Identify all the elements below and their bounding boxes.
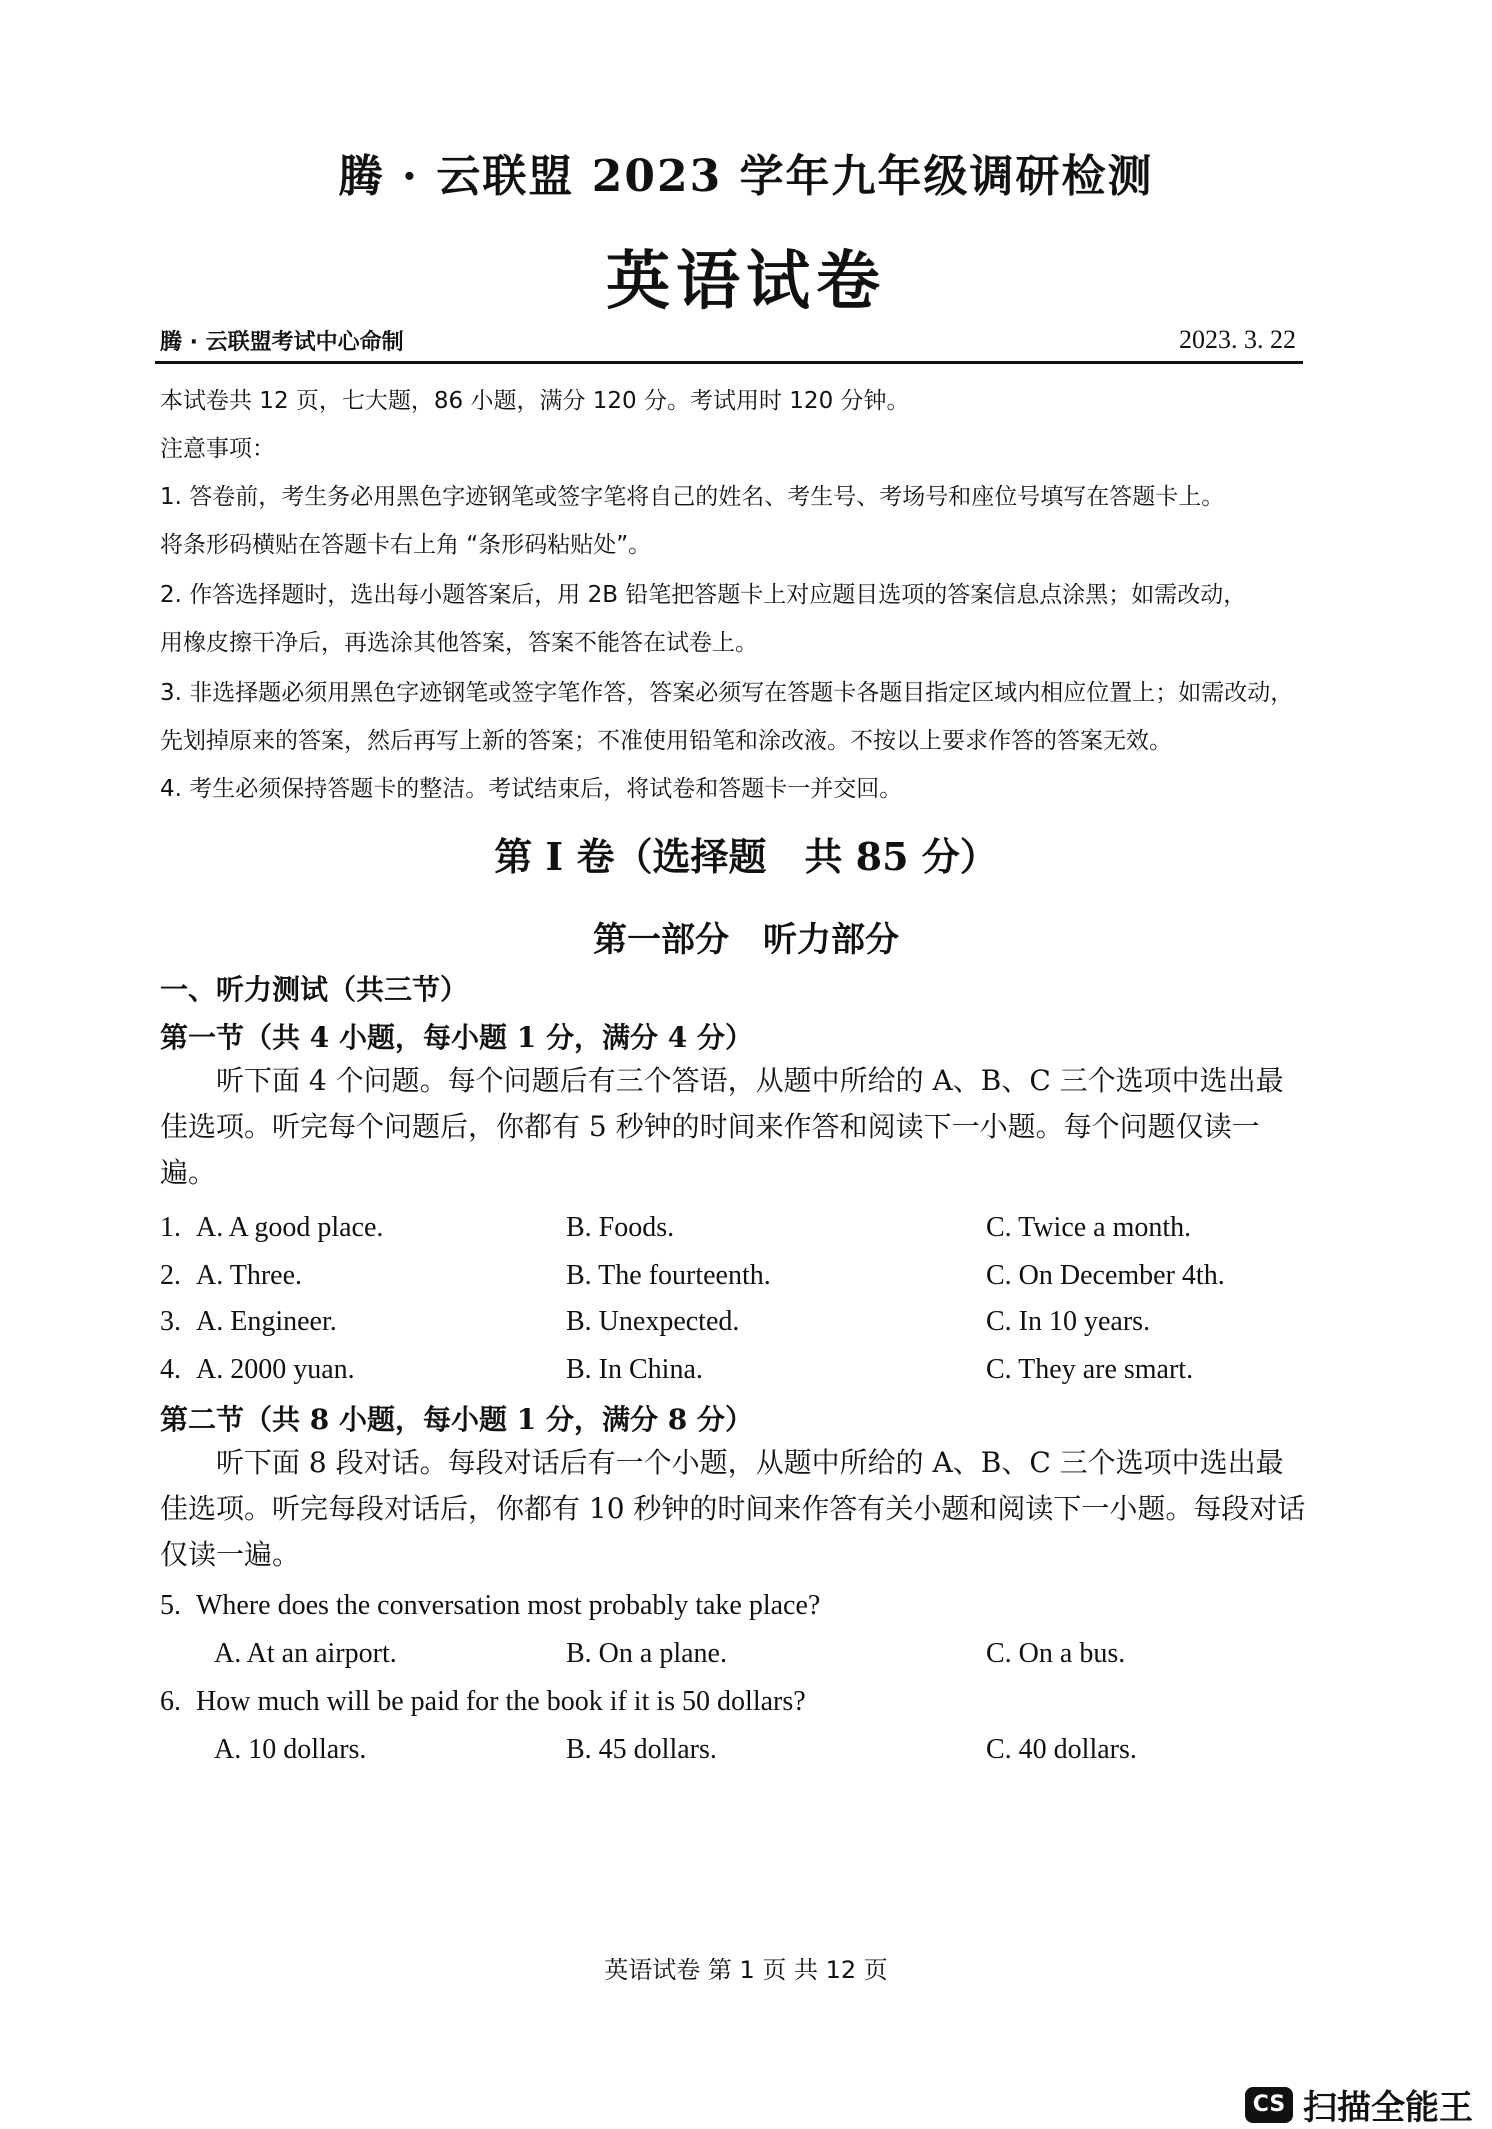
page-footer: 英语试卷 第 1 页 共 12 页 <box>604 1956 888 1984</box>
exam-title: 腾 · 云联盟 2023 学年九年级调研检测 <box>338 151 1154 202</box>
exam-date: 2023. 3. 22 <box>1179 325 1296 354</box>
section1-instructions: 听下面 4 个问题。每个问题后有三个答语，从题中所给的 A、B、C 三个选项中选出最佳选项。听完每个问题后，你都有 5 秒钟的时间来作答和阅读下一小题。每个问题仅读一遍。 <box>160 1064 1284 1189</box>
question-stem: Where does the conversation most probably take place? <box>196 1590 821 1621</box>
watermark-text: 扫描全能王 <box>1303 2088 1473 2128</box>
note-line: 2. 作答选择题时，选出每小题答案后，用 2B 铅笔把答题卡上对应题目选项的答案信息点涂黑；如需改动， <box>160 582 1247 608</box>
option-b: B. Foods. <box>566 1212 675 1243</box>
option-c: C. They are smart. <box>986 1354 1194 1385</box>
note-line: 将条形码横贴在答题卡右上角 “条形码粘贴处”。 <box>160 532 652 558</box>
option-c: C. In 10 years. <box>986 1306 1151 1337</box>
listening-heading: 一、听力测试（共三节） <box>160 973 469 1006</box>
note-line: 用橡皮擦干净后，再选涂其他答案，答案不能答在试卷上。 <box>160 630 758 656</box>
option-b: B. In China. <box>566 1354 703 1385</box>
question-number: 1. <box>160 1212 181 1243</box>
option-c: C. 40 dollars. <box>986 1734 1137 1765</box>
option-c: C. Twice a month. <box>986 1212 1192 1243</box>
option-b: B. 45 dollars. <box>566 1734 717 1765</box>
section2-instructions: 听下面 8 段对话。每段对话后有一个小题，从题中所给的 A、B、C 三个选项中选出最佳选项。听完每段对话后，你都有 10 秒钟的时间来作答有关小题和阅读下一小题。每段对话仅读一遍。 <box>160 1446 1306 1571</box>
section1-heading: 第一节（共 4 小题，每小题 1 分，满分 4 分） <box>160 1021 753 1054</box>
question-number: 6. <box>160 1686 181 1717</box>
option-a: A. 10 dollars. <box>214 1734 367 1765</box>
camscanner-logo-icon: CS <box>1245 2087 1293 2123</box>
part-title: 第一部分 听力部分 <box>593 920 899 960</box>
option-b: B. The fourteenth. <box>566 1260 771 1291</box>
section2-heading: 第二节（共 8 小题，每小题 1 分，满分 8 分） <box>160 1403 753 1436</box>
option-a: A. 2000 yuan. <box>196 1354 355 1385</box>
note-line: 3. 非选择题必须用黑色字迹钢笔或签字笔作答，答案必须写在答题卡各题目指定区域内相应位置上；如需改动， <box>160 680 1294 706</box>
question-number: 2. <box>160 1260 181 1291</box>
question-number: 3. <box>160 1306 181 1337</box>
exam-intro: 本试卷共 12 页，七大题，86 小题，满分 120 分。考试用时 120 分钟。 <box>160 388 910 414</box>
header-divider <box>155 361 1303 364</box>
option-b: B. On a plane. <box>566 1638 727 1669</box>
option-b: B. Unexpected. <box>566 1306 740 1337</box>
option-c: C. On a bus. <box>986 1638 1126 1669</box>
question-number: 5. <box>160 1590 181 1621</box>
option-a: A. Three. <box>196 1260 302 1291</box>
note-line: 先划掉原来的答案，然后再写上新的答案；不准使用铅笔和涂改液。不按以上要求作答的答案无效。 <box>160 728 1172 754</box>
question-stem: How much will be paid for the book if it is 50 dollars? <box>196 1686 806 1717</box>
volume-title: 第 I 卷（选择题 共 85 分） <box>494 834 998 879</box>
exam-subtitle: 英语试卷 <box>606 244 886 319</box>
option-a: A. Engineer. <box>196 1306 337 1337</box>
exam-organizer: 腾 · 云联盟考试中心命制 <box>160 330 404 355</box>
notes-heading: 注意事项： <box>160 436 275 462</box>
question-number: 4. <box>160 1354 181 1385</box>
note-line: 4. 考生必须保持答题卡的整洁。考试结束后，将试卷和答题卡一并交回。 <box>160 776 903 802</box>
option-a: A. At an airport. <box>214 1638 397 1669</box>
note-line: 1. 答卷前，考生务必用黑色字迹钢笔或签字笔将自己的姓名、考生号、考场号和座位号填写在答题卡上。 <box>160 484 1225 510</box>
option-a: A. A good place. <box>196 1212 384 1243</box>
scanner-watermark <box>1245 2080 1473 2129</box>
option-c: C. On December 4th. <box>986 1260 1225 1291</box>
